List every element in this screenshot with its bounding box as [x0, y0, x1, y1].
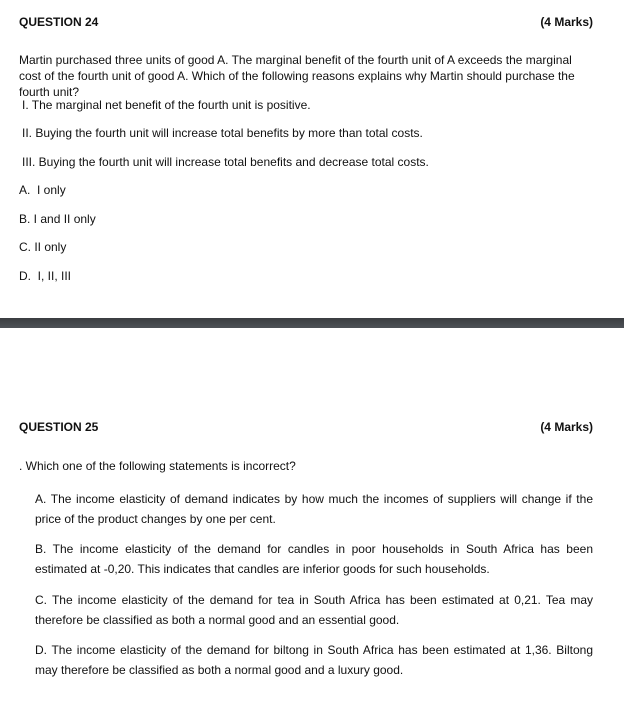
question-24-page: [0, 0, 624, 318]
question-24-header: [19, 15, 593, 29]
option-b: B. The income elasticity of the demand for candles in poor households in South Africa has been estimated at -0,20. This indicates that candles are inferior goods for such households.: [35, 542, 593, 576]
question-25-marks: (4 Marks): [540, 420, 593, 434]
statement-1: I. The marginal net benefit of the fourth unit is positive.: [22, 98, 311, 112]
question-25-page: [0, 328, 624, 708]
option-d: D. The income elasticity of the demand for biltong in South Africa has been estimated at 1,36. Biltong may therefore be classified as both a normal good and a luxury good.: [35, 643, 593, 677]
question-25-header: [19, 420, 593, 434]
option-d: D. I, II, III: [19, 269, 72, 283]
option-c: C. II only: [19, 240, 67, 254]
question-24-marks: (4 Marks): [540, 15, 593, 29]
question-24-title: QUESTION 24: [19, 15, 99, 29]
page-divider: [0, 318, 624, 328]
option-b: B. I and II only: [19, 212, 96, 226]
option-c: C. The income elasticity of the demand for tea in South Africa has been estimated at 0,21. Tea may therefore be classified as both a normal good and an essential good.: [35, 593, 593, 627]
statement-3: III. Buying the fourth unit will increase total benefits and decrease total costs.: [22, 155, 429, 169]
question-25-stem: . Which one of the following statements is incorrect?: [19, 459, 296, 473]
statement-2: II. Buying the fourth unit will increase total benefits by more than total costs.: [22, 126, 423, 140]
option-a: A. The income elasticity of demand indicates by how much the incomes of suppliers will change if the price of the product changes by one per cent.: [35, 492, 593, 526]
question-24-stem: Martin purchased three units of good A. The marginal benefit of the fourth unit of A exceeds the marginal cost of the fourth unit of good A. Which of the following reasons explains why Martin should purchase the fourth unit?: [19, 53, 575, 99]
option-a: A. I only: [19, 183, 66, 197]
question-25-title: QUESTION 25: [19, 420, 99, 434]
